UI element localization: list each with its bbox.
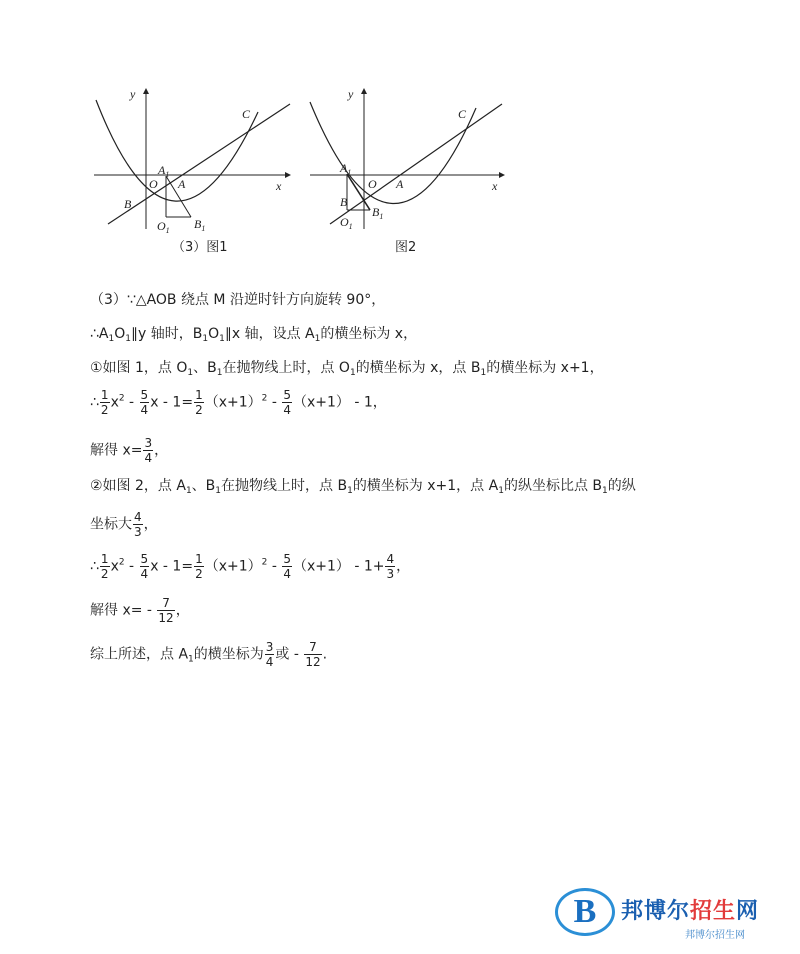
y-axis-arrow — [361, 88, 367, 94]
fraction: $\frac{4}{3}$ — [134, 510, 142, 539]
solution-line-5: 解得 x= $\frac{3}{4}$ ， — [90, 436, 169, 465]
label-a1: $A_1$ — [340, 161, 352, 177]
fraction: $\frac{1}{2}$ — [195, 552, 203, 581]
label-x: x — [276, 179, 282, 193]
label-o: O — [368, 177, 377, 191]
fraction: $\frac{7}{12}$ — [305, 640, 321, 669]
label-b1: $B_1$ — [194, 217, 206, 233]
solution-line-6: ②如图 2，点 $A_1$、$B_1$在抛物线上时，点 $B_1$的横坐标为 x+1，点 $A_1$的纵坐标比点 $B_1$的纵 — [90, 478, 636, 496]
solution-line-7: 坐标大 $\frac{4}{3}$ ， — [90, 510, 158, 539]
fraction: $\frac{5}{4}$ — [283, 552, 291, 581]
fraction: $\frac{1}{2}$ — [100, 388, 109, 417]
logo-badge-icon: B — [555, 888, 615, 936]
site-logo — [555, 888, 785, 948]
figure-2-caption: 图2 — [395, 240, 417, 255]
solution-line-1: （3）∵△AOB 绕点 M 沿逆时针方向旋转 90°， — [90, 292, 386, 308]
label-a1: $A_1$ — [158, 163, 170, 179]
solution-line-3: ①如图 1，点 $O_1$、$B_1$在抛物线上时，点 $O_1$的横坐标为 x，点 $B_1$的横坐标为 x+1， — [90, 360, 604, 378]
y-axis-arrow — [143, 88, 149, 94]
label-o1: $O_1$ — [157, 219, 170, 234]
label-c: C — [458, 107, 467, 121]
figure-1-caption: （3）图1 — [172, 240, 228, 255]
label-y: y — [130, 87, 136, 101]
line-bc — [330, 104, 502, 224]
solution-equation-2: ∴ $\frac{1}{2}$ $x^2$ - $\frac{5}{4}$ x - 1= $\frac{1}{2}$ $(x+1)^2$ - $\frac{5}{4}$ （x+1） - 1+ $\frac{4}{3}$ ， — [90, 552, 411, 581]
fraction: $\frac{7}{12}$ — [158, 596, 174, 625]
parabola — [310, 102, 476, 204]
figure-1 — [90, 84, 300, 238]
fraction: $\frac{4}{3}$ — [386, 552, 395, 581]
figure-2 — [306, 84, 516, 238]
fraction: $\frac{1}{2}$ — [195, 388, 203, 417]
solution-equation-1: ∴ $\frac{1}{2}$ $x^2$ - $\frac{5}{4}$ x - 1= $\frac{1}{2}$ $(x+1)^2$ - $\frac{5}{4}$ （x+1） - 1， — [90, 388, 387, 417]
solution-conclusion: 综上所述，点 $A_1$的横坐标为 $\frac{3}{4}$ 或 - $\frac{7}{12}$ . — [90, 640, 328, 669]
label-a: A — [178, 177, 186, 191]
label-o: O — [149, 177, 158, 191]
fraction: $\frac{1}{2}$ — [100, 552, 109, 581]
parabola — [96, 100, 258, 201]
fraction: $\frac{3}{4}$ — [265, 640, 274, 669]
line-bc — [108, 104, 290, 224]
fraction: $\frac{5}{4}$ — [140, 552, 149, 581]
logo-site-name: 邦博尔招生网 — [621, 899, 760, 924]
label-o1: $O_1$ — [340, 215, 353, 231]
label-b: B — [124, 197, 132, 211]
label-b1: $B_1$ — [372, 205, 384, 221]
logo-subtitle: 邦博尔招生网 — [685, 930, 745, 941]
x-axis-arrow — [285, 172, 291, 178]
label-x: x — [492, 179, 498, 193]
solution-line-9: 解得 x= - $\frac{7}{12}$ ， — [90, 596, 190, 625]
fraction: $\frac{5}{4}$ — [283, 388, 291, 417]
x-axis-arrow — [499, 172, 505, 178]
fraction: $\frac{3}{4}$ — [144, 436, 153, 465]
label-b: B — [340, 195, 348, 209]
figure-1-graph — [90, 84, 300, 234]
figure-2-graph — [306, 84, 516, 234]
label-c: C — [242, 107, 251, 121]
label-y: y — [348, 87, 354, 101]
label-a: A — [396, 177, 404, 191]
fraction: $\frac{5}{4}$ — [140, 388, 149, 417]
solution-line-2: $\therefore A_1O_1\parallel y$ 轴时，$B_1O_1\parallel x$ 轴，设点 $A_1$的横坐标为 x， — [90, 326, 418, 344]
